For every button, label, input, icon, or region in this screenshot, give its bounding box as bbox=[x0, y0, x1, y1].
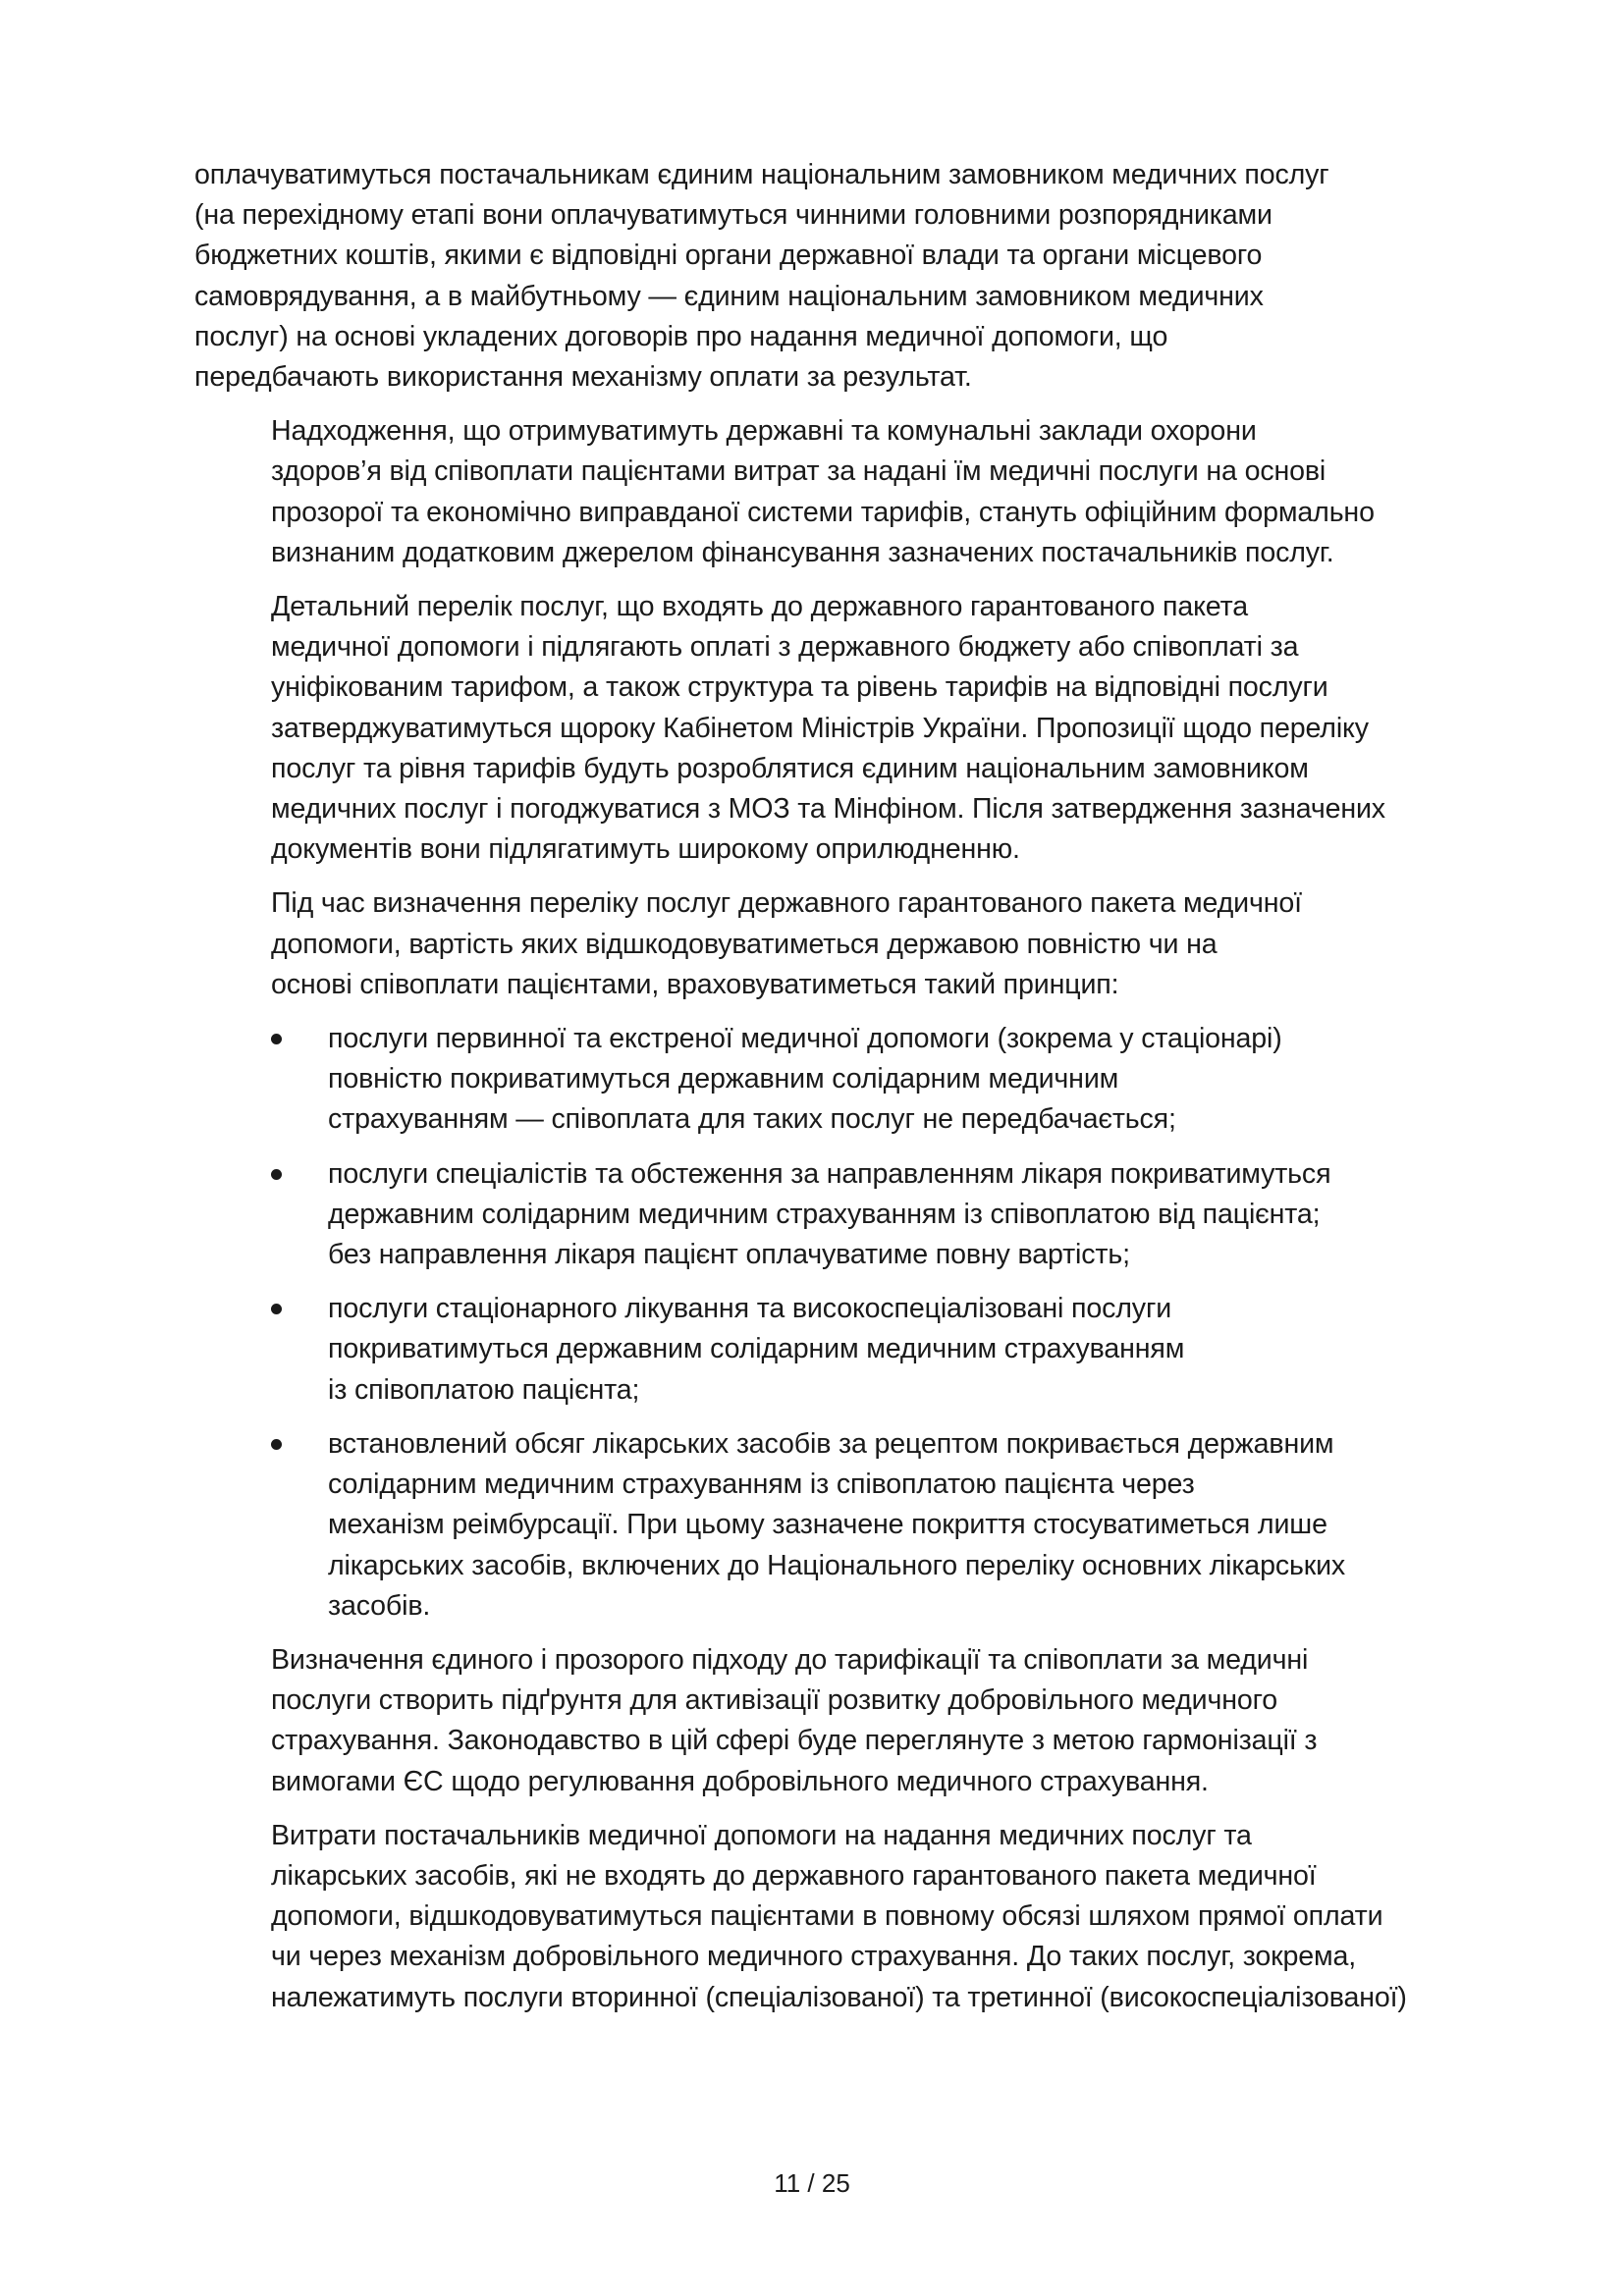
text-line: Витрати постачальників медичної допомоги на надання медичних послуг та bbox=[271, 1819, 1252, 1851]
text-line: визнаним додатковим джерелом фінансування зазначених постачальників послуг. bbox=[271, 536, 1334, 568]
text-line: уніфікованим тарифом, а також структура та рівень тарифів на відповідні послуги bbox=[271, 671, 1328, 704]
text-line: повністю покриватимуться державним солідарним медичним bbox=[328, 1063, 1119, 1095]
text-line: оплачуватимуться постачальникам єдиним національним замовником медичних послуг bbox=[194, 159, 1329, 190]
text-line: послуги створить підґрунтя для активізації розвитку добровільного медичного bbox=[271, 1684, 1278, 1717]
bullet-icon bbox=[271, 1034, 282, 1044]
text-line: державним солідарним медичним страхуванням із співоплатою від пацієнта; bbox=[328, 1198, 1321, 1230]
text-line: покриватимуться державним солідарним медичним страхуванням bbox=[328, 1333, 1185, 1365]
text-line: механізм реімбурсації. При цьому зазначене покриття стосуватиметься лише bbox=[328, 1509, 1327, 1541]
text-line: медичної допомоги і підлягають оплаті з державного бюджету або співоплаті за bbox=[271, 631, 1299, 664]
text-line: встановлений обсяг лікарських засобів за рецептом покривається державним bbox=[328, 1427, 1334, 1460]
text-line: солідарним медичним страхуванням із співоплатою пацієнта через bbox=[328, 1468, 1195, 1501]
text-line: послуги стаціонарного лікування та високоспеціалізовані послуги bbox=[328, 1293, 1172, 1325]
text-line: основі співоплати пацієнтами, враховуватиметься такий принцип: bbox=[271, 968, 1119, 1000]
text-line: документів вони підлягатимуть широкому оприлюдненню. bbox=[271, 833, 1020, 866]
text-line: із співоплатою пацієнта; bbox=[328, 1373, 640, 1406]
text-line: Детальний перелік послуг, що входять до державного гарантованого пакета bbox=[271, 591, 1248, 623]
paragraph-continuation bbox=[194, 155, 1443, 398]
text-line: самоврядування, а в майбутньому — єдиним національним замовником медичних bbox=[194, 280, 1264, 312]
paragraph-voluntary-insurance bbox=[194, 1640, 1443, 1802]
text-line: страхуванням — співоплата для таких послуг не передбачається; bbox=[328, 1103, 1176, 1136]
text-line: засобів. bbox=[328, 1589, 431, 1622]
text-line: чи через механізм добровільного медичного страхування. До таких послуг, зокрема, bbox=[271, 1941, 1357, 1973]
list-item bbox=[194, 1019, 1443, 1141]
text-line: Визначення єдиного і прозорого підходу до тарифікації та співоплати за медичні bbox=[271, 1643, 1309, 1676]
list-item bbox=[194, 1154, 1443, 1276]
text-line: вимогами ЄС щодо регулювання добровільного медичного страхування. bbox=[271, 1765, 1209, 1797]
text-line: допомоги, відшкодовуватимуться пацієнтами в повному обсязі шляхом прямої оплати bbox=[271, 1900, 1383, 1933]
paragraph-provider-costs bbox=[194, 1816, 1443, 2018]
paragraph-principle-intro bbox=[194, 883, 1443, 1005]
text-line: належатимуть послуги вторинної (спеціалізованої) та третинної (високоспеціалізованої) bbox=[271, 1981, 1407, 2013]
bullet-icon bbox=[271, 1169, 282, 1180]
bullet-icon bbox=[271, 1304, 282, 1314]
paragraph-revenue bbox=[194, 411, 1443, 573]
text-line: передбачають використання механізму оплати за результат. bbox=[194, 361, 972, 394]
text-line: медичних послуг і погоджуватися з МОЗ та Мінфіном. Після затвердження зазначених bbox=[271, 793, 1385, 826]
text-line: (на перехідному етапі вони оплачуватимуться чинними головними розпорядниками bbox=[194, 199, 1272, 232]
text-line: затверджуватимуться щороку Кабінетом Міністрів України. Пропозиції щодо переліку bbox=[271, 712, 1369, 744]
text-line: здоров’я від співоплати пацієнтами витрат за надані їм медичні послуги на основі bbox=[271, 455, 1326, 488]
text-line: страхування. Законодавство в цій сфері буде переглянуте з метою гармонізації з bbox=[271, 1725, 1318, 1757]
text-line: послуг та рівня тарифів будуть розроблятися єдиним національним замовником bbox=[271, 752, 1309, 784]
text-line: бюджетних коштів, якими є відповідні органи державної влади та органи місцевого bbox=[194, 240, 1263, 272]
list-item bbox=[194, 1424, 1443, 1627]
text-line: допомоги, вартість яких відшкодовуватиметься державою повністю чи на bbox=[271, 928, 1218, 960]
text-line: лікарських засобів, включених до Національного переліку основних лікарських bbox=[328, 1549, 1346, 1581]
bullet-icon bbox=[271, 1439, 282, 1450]
page-number: 11 / 25 bbox=[774, 2168, 850, 2198]
paragraph-service-list bbox=[194, 587, 1443, 870]
text-line: Під час визначення переліку послуг державного гарантованого пакета медичної bbox=[271, 887, 1302, 920]
text-line: лікарських засобів, які не входять до державного гарантованого пакета медичної bbox=[271, 1859, 1317, 1892]
text-line: послуги первинної та екстреної медичної допомоги (зокрема у стаціонарі) bbox=[328, 1023, 1282, 1055]
text-line: прозорої та економічно виправданої системи тарифів, стануть офіційним формально bbox=[271, 496, 1375, 528]
text-line: послуг) на основі укладених договорів про надання медичної допомоги, що bbox=[194, 320, 1168, 352]
text-line: Надходження, що отримуватимуть державні та комунальні заклади охорони bbox=[271, 415, 1257, 448]
list-item bbox=[194, 1289, 1443, 1411]
principle-bullet-list bbox=[194, 1019, 1443, 1627]
text-line: послуги спеціалістів та обстеження за направленням лікаря покриватимуться bbox=[328, 1157, 1331, 1190]
document-body bbox=[194, 155, 1443, 2032]
text-line: без направлення лікаря пацієнт оплачуватиме повну вартість; bbox=[328, 1239, 1130, 1271]
